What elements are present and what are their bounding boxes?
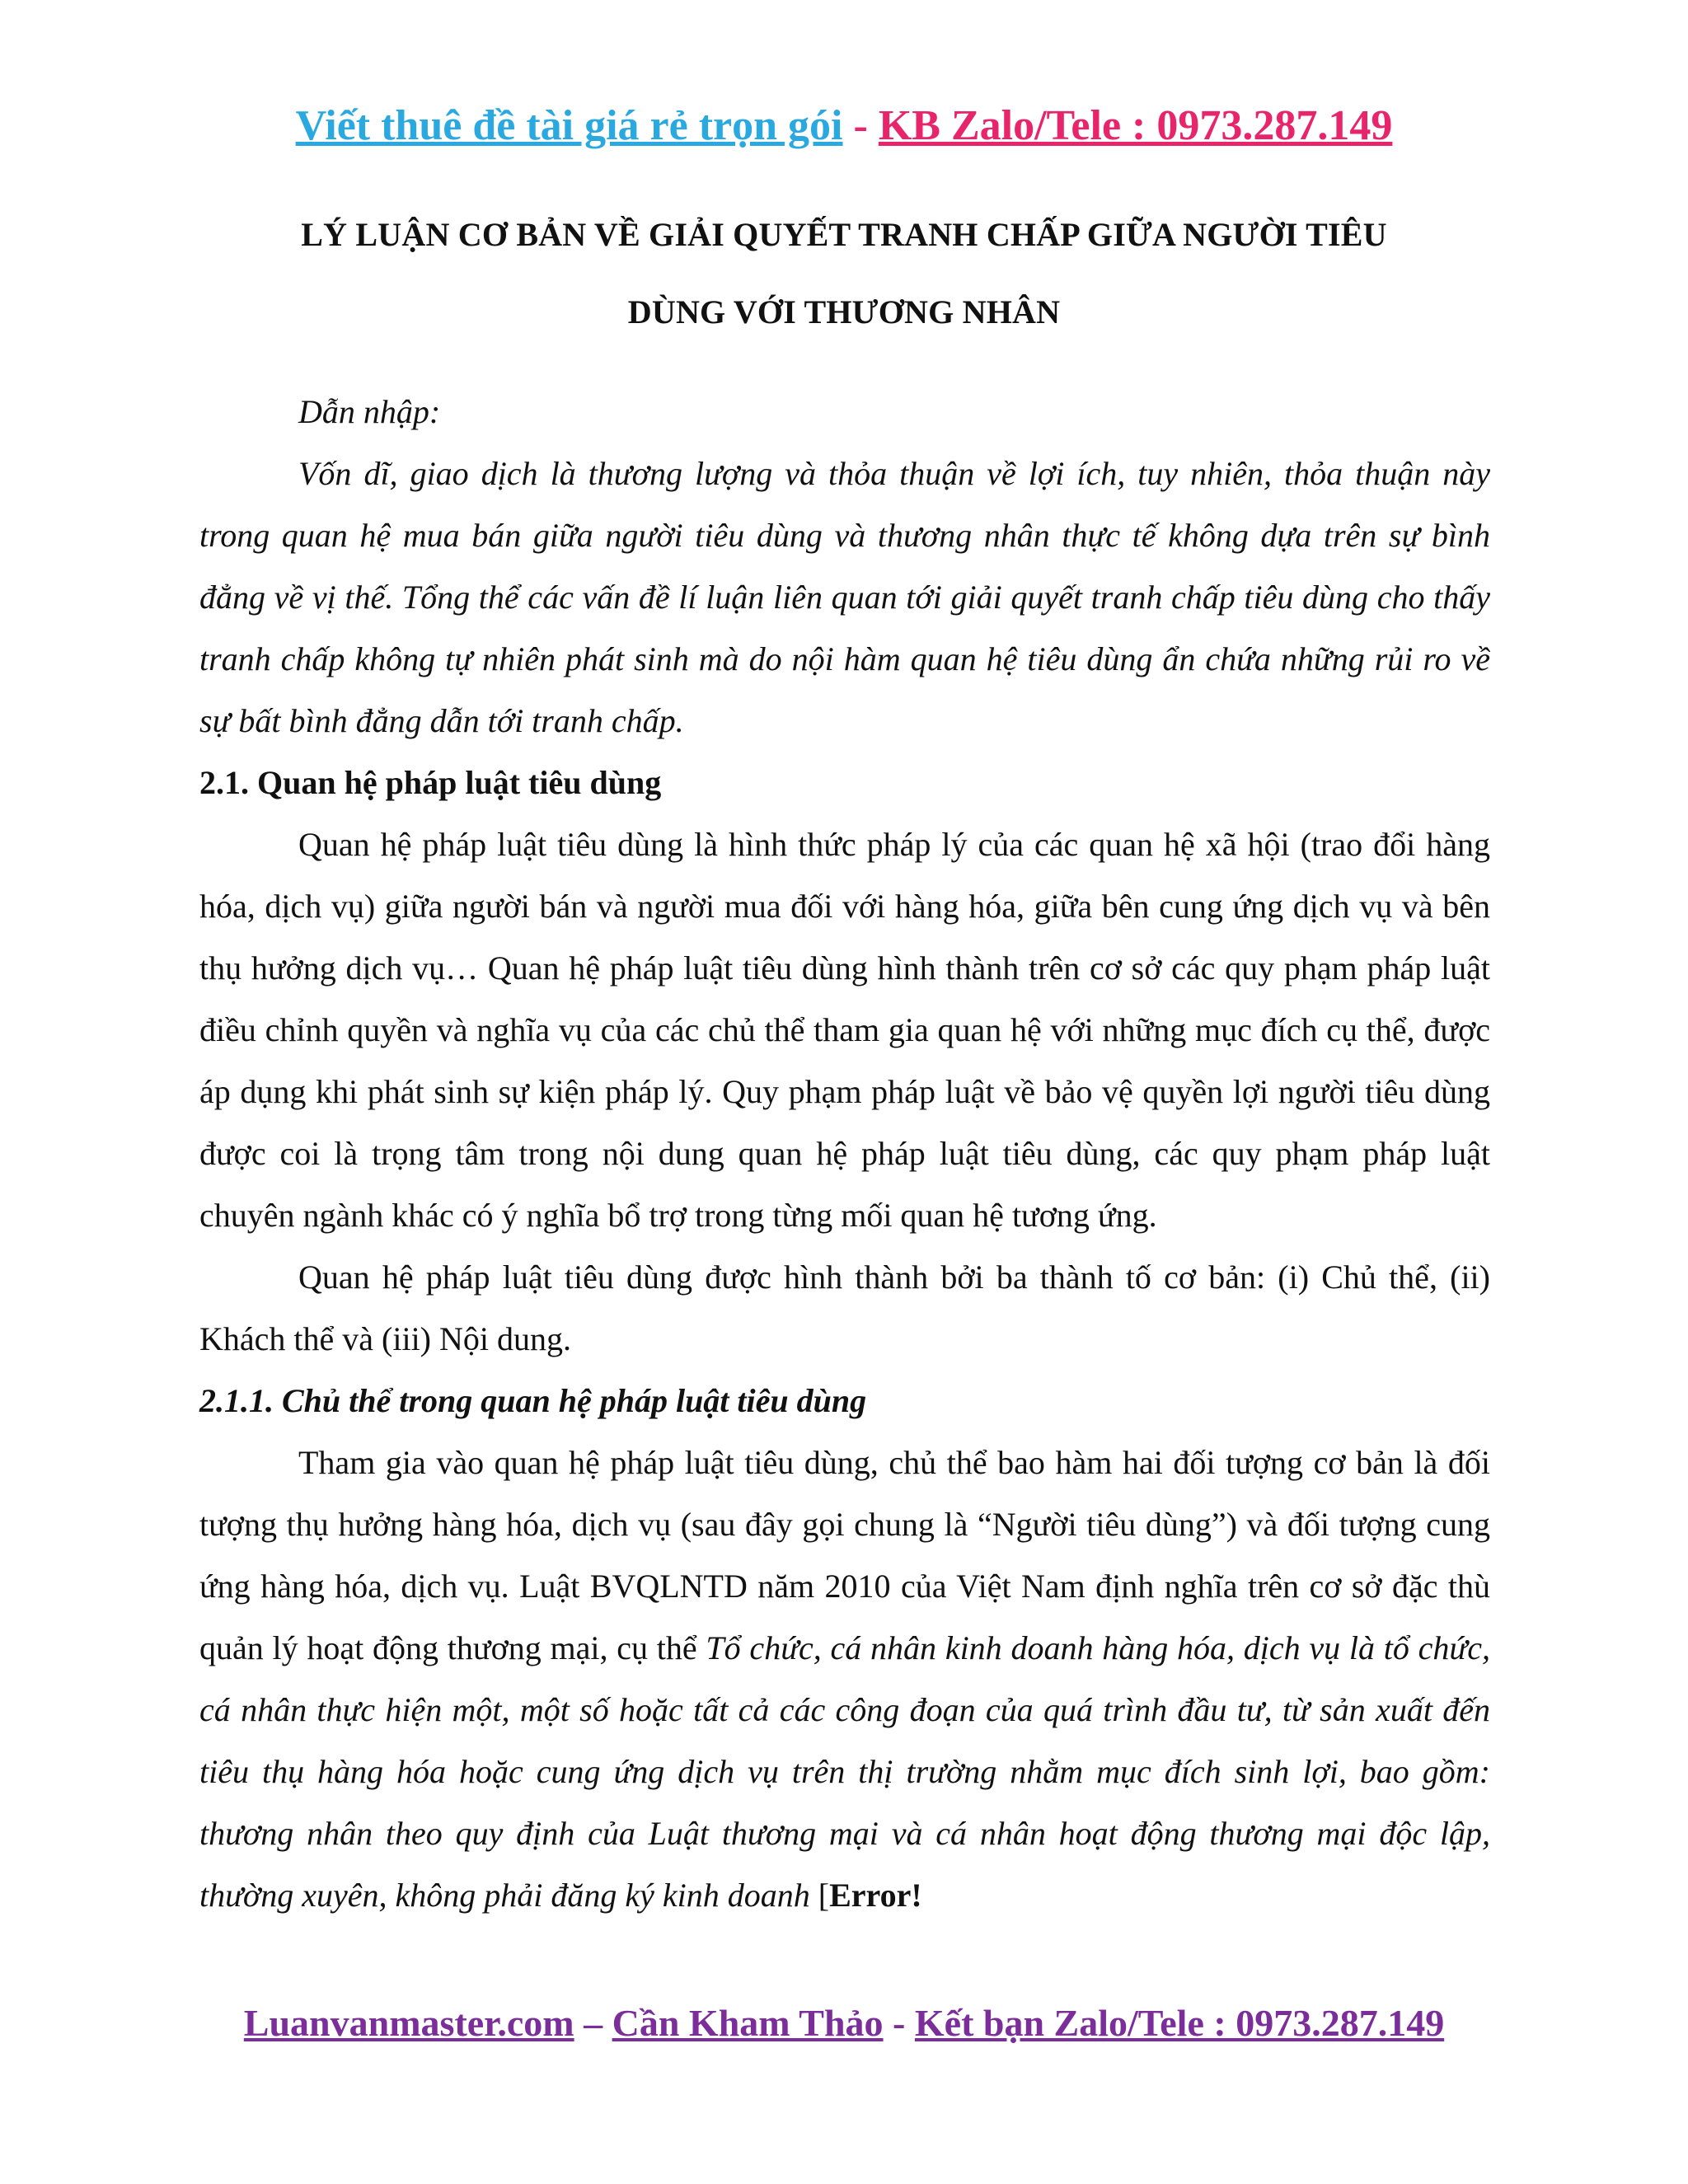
footer-contact-link[interactable]: Kết bạn Zalo/Tele : 0973.287.149 bbox=[914, 2002, 1445, 2044]
footer-name-link[interactable]: Cần Kham Thảo bbox=[612, 2002, 884, 2044]
intro-label: Dẫn nhập: bbox=[298, 393, 441, 430]
citation-error: Error! bbox=[829, 1877, 922, 1914]
title-line-2: DÙNG VỚI THƯƠNG NHÂN bbox=[627, 293, 1061, 330]
document-title bbox=[198, 196, 1490, 351]
footer-dash: – bbox=[574, 2002, 612, 2044]
section-2-1-1-paragraph bbox=[199, 1432, 1490, 1926]
document-body bbox=[199, 381, 1490, 1926]
intro-paragraph: Vốn dĩ, giao dịch là thương lượng và thỏa thuận về lợi ích, tuy nhiên, thỏa thuận này trong quan hệ mua bán giữa người tiêu dùng và thương nhân thực tế không dựa trên sự bình đẳng về vị thế. Tổng thể các vấn đề lí luận liên quan tới giải quyết tranh chấp tiêu dùng cho thấy tranh chấp không tự nhiên phát sinh mà do nội hàm quan hệ tiêu dùng ẩn chứa những rủi ro về sự bất bình đẳng dẫn tới tranh chấp. bbox=[199, 455, 1490, 739]
section-2-1-paragraph-1: Quan hệ pháp luật tiêu dùng là hình thức pháp lý của các quan hệ xã hội (trao đổi hàng hóa, dịch vụ) giữa người bán và người mua đối với hàng hóa, giữa bên cung ứng dịch vụ và bên thụ hưởng dịch vụ… Quan hệ pháp luật tiêu dùng hình thành trên cơ sở các quy phạm pháp luật điều chỉnh quyền và nghĩa vụ của các chủ thể tham gia quan hệ với những mục đích cụ thể, được áp dụng khi phát sinh sự kiện pháp lý. Quy phạm pháp luật về bảo vệ quyền lợi người tiêu dùng được coi là trọng tâm trong nội dung quan hệ pháp luật tiêu dùng, các quy phạm pháp luật chuyên ngành khác có ý nghĩa bổ trợ trong từng mối quan hệ tương ứng. bbox=[199, 826, 1490, 1234]
section-2-1-1-heading: 2.1.1. Chủ thể trong quan hệ pháp luật tiêu dùng bbox=[199, 1382, 867, 1419]
paragraph-quoted-definition: Tổ chức, cá nhân kinh doanh hàng hóa, dịch vụ là tổ chức, cá nhân thực hiện một, một số hoặc tất cả các công đoạn của quá trình đầu tư, từ sản xuất đến tiêu thụ hàng hóa hoặc cung ứng dịch vụ trên thị trường nhằm mục đích sinh lợi, bao gồm: thương nhân theo quy định của Luật thương mại và cá nhân hoạt động thương mại độc lập, thường xuyên, không phải đăng ký kinh doanh bbox=[199, 1629, 1490, 1914]
title-line-1: LÝ LUẬN CƠ BẢN VỀ GIẢI QUYẾT TRANH CHẤP GIỮA NGƯỜI TIÊU bbox=[301, 216, 1387, 253]
header-contact-link[interactable]: KB Zalo/Tele : 0973.287.149 bbox=[878, 102, 1393, 149]
citation-bracket: [ bbox=[809, 1877, 830, 1914]
header-banner bbox=[0, 97, 1688, 155]
section-2-1-paragraph-2: Quan hệ pháp luật tiêu dùng được hình thành bởi ba thành tố cơ bản: (i) Chủ thể, (ii) Khách thể và (iii) Nội dung. bbox=[199, 1258, 1490, 1357]
paragraph-normal-text: Tham gia vào quan hệ pháp luật tiêu dùng, chủ thể bao hàm hai đối tượng cơ bản là đối tượng thụ hưởng hàng hóa, dịch vụ (sau đây gọi chung là “Người tiêu dùng”) và đối tượng cung ứng hàng hóa, dịch vụ. Luật BVQLNTD năm 2010 của Việt Nam định nghĩa trên cơ sở đặc thù quản lý hoạt động thương mại, cụ thể bbox=[199, 1444, 1490, 1666]
footer-site-link[interactable]: Luanvanmaster.com bbox=[243, 2002, 574, 2044]
footer-separator: - bbox=[883, 2002, 915, 2044]
footer-banner bbox=[0, 1994, 1688, 2052]
header-separator: - bbox=[842, 102, 879, 149]
section-2-1-heading: 2.1. Quan hệ pháp luật tiêu dùng bbox=[199, 764, 662, 801]
header-service-link[interactable]: Viết thuê đề tài giá rẻ trọn gói bbox=[295, 102, 843, 149]
